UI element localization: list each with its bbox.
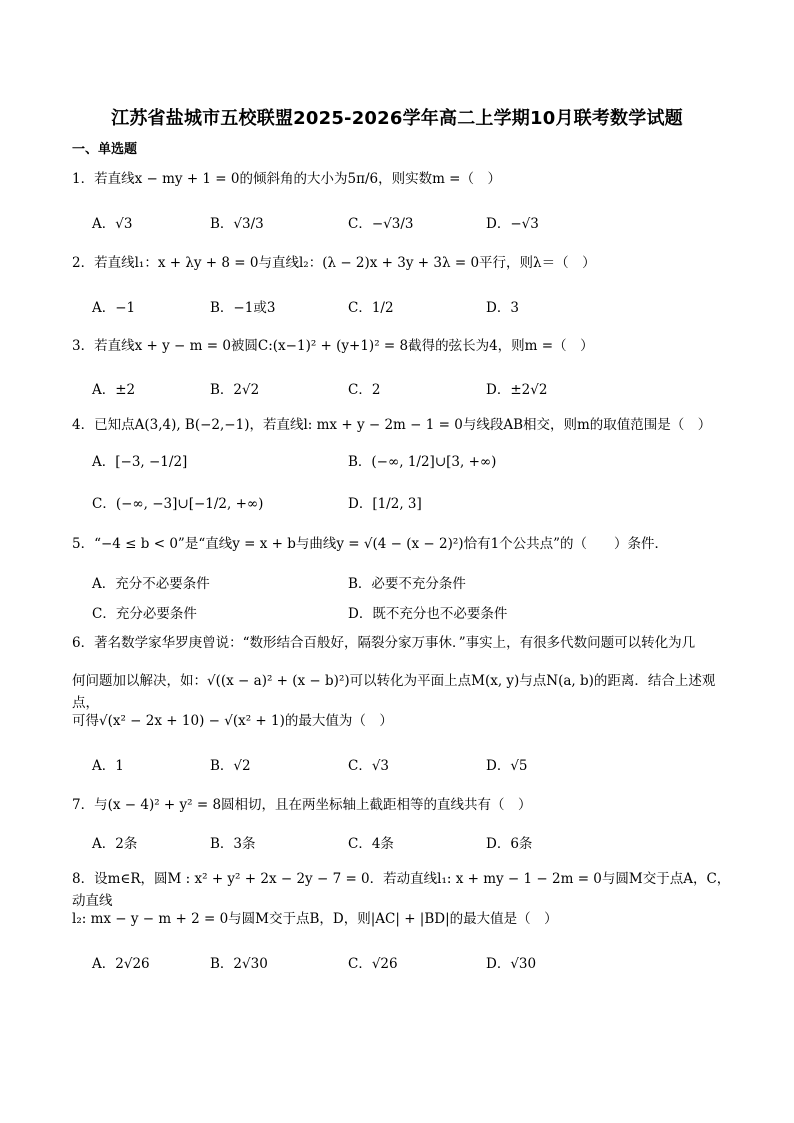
question-text: 著名数学家华罗庚曾说：“数形结合百般好，隔裂分家万事休．”事实上，有很多代数问题可以转化为几 xyxy=(94,635,696,651)
section-heading: 一、单选题 xyxy=(72,142,138,157)
option-d: D．6条 xyxy=(486,836,533,852)
question-2 xyxy=(72,252,732,274)
option-b: B．3条 xyxy=(210,836,256,852)
question-text: 已知点A(3,4), B(−2,−1)，若直线l: mx + y − 2m − 1 = 0与线段AB相交，则m的取值范围是（ ） xyxy=(94,417,712,433)
question-8 xyxy=(72,868,732,912)
option-c: C．1/2 xyxy=(348,300,394,316)
option-a: A．充分不必要条件 xyxy=(92,576,210,592)
option-b: B．(−∞, 1/2]∪[3, +∞) xyxy=(348,454,497,470)
question-8-line2: l₂: mx − y − m + 2 = 0与圆M交于点B，D，则|AC| + |BD|的最大值是（ ） xyxy=(72,911,558,927)
question-5 xyxy=(72,533,732,555)
option-b: B．√3/3 xyxy=(210,216,264,232)
option-a: A．√3 xyxy=(92,216,133,232)
question-6-line3: 可得√(x² − 2x + 10) − √(x² + 1)的最大值为（ ） xyxy=(72,713,393,729)
option-a: A．[−3, −1/2] xyxy=(92,454,188,470)
option-c: C．(−∞, −3]∪[−1/2, +∞) xyxy=(92,496,264,512)
option-d: D．√5 xyxy=(486,758,528,774)
option-d: D．既不充分也不必要条件 xyxy=(348,606,508,622)
option-d: D．[1/2, 3] xyxy=(348,496,422,512)
question-text: 与(x − 4)² + y² = 8圆相切，且在两坐标轴上截距相等的直线共有（ ） xyxy=(94,797,532,813)
option-b: B．必要不充分条件 xyxy=(348,576,466,592)
question-6-line2: 何问题加以解决，如：√((x − a)² + (x − b)²)可以转化为平面上点M(x, y)与点N(a, b)的距离．结合上述观点， xyxy=(72,673,716,711)
option-c: C．充分必要条件 xyxy=(92,606,197,622)
question-6 xyxy=(72,632,732,654)
question-number: 5． xyxy=(72,536,95,552)
option-c: C．√3 xyxy=(348,758,390,774)
option-a: A．2条 xyxy=(92,836,138,852)
option-b: B．2√2 xyxy=(210,382,260,398)
question-text: 若直线l₁：x + λy + 8 = 0与直线l₂：(λ − 2)x + 3y + 3λ = 0平行，则λ＝（ ） xyxy=(94,255,596,271)
option-c: C．2 xyxy=(348,382,381,398)
question-number: 1． xyxy=(72,171,95,187)
option-b: B．√2 xyxy=(210,758,251,774)
option-c: C．√26 xyxy=(348,956,398,972)
question-text: “−4 ≤ b < 0”是“直线y = x + b与曲线y = √(4 − (x − 2)²)恰有1个公共点”的（ ）条件． xyxy=(94,536,669,552)
option-b: B．−1或3 xyxy=(210,300,276,316)
question-text: 若直线x − my + 1 = 0的倾斜角的大小为5π/6，则实数m =（ ） xyxy=(94,171,501,187)
option-c: C．−√3/3 xyxy=(348,216,414,232)
question-3 xyxy=(72,335,732,357)
question-1 xyxy=(72,168,732,190)
question-number: 4． xyxy=(72,417,95,433)
question-number: 3． xyxy=(72,338,95,354)
question-text: 若直线x + y − m = 0被圆C:(x−1)² + (y+1)² = 8截得的弦长为4，则m =（ ） xyxy=(94,338,594,354)
question-7 xyxy=(72,794,732,816)
question-number: 6． xyxy=(72,635,95,651)
option-d: D．−√3 xyxy=(486,216,539,232)
question-number: 2． xyxy=(72,255,95,271)
option-a: A．1 xyxy=(92,758,124,774)
option-c: C．4条 xyxy=(348,836,394,852)
option-d: D．±2√2 xyxy=(486,382,548,398)
page-title: 江苏省盐城市五校联盟2025-2026学年高二上学期10月联考数学试题 xyxy=(111,108,683,129)
option-d: D．3 xyxy=(486,300,519,316)
option-d: D．√30 xyxy=(486,956,537,972)
question-number: 7． xyxy=(72,797,95,813)
option-a: A．2√26 xyxy=(92,956,150,972)
question-text: 设m∈R，圆M : x² + y² + 2x − 2y − 7 = 0．若动直线l₁: x + my − 1 − 2m = 0与圆M交于点A，C，动直线 xyxy=(72,871,731,909)
question-4 xyxy=(72,414,732,436)
option-b: B．2√30 xyxy=(210,956,268,972)
option-a: A．−1 xyxy=(92,300,136,316)
option-a: A．±2 xyxy=(92,382,136,398)
question-number: 8． xyxy=(72,871,95,887)
